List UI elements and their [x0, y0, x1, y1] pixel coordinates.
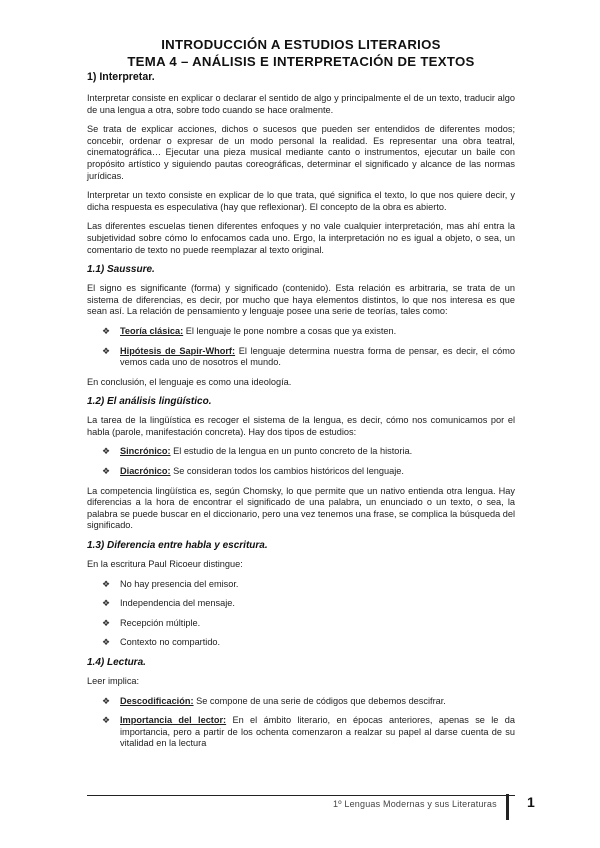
- list-text: Se compone de una serie de códigos que debemos descifrar.: [193, 695, 446, 706]
- page-number: 1: [527, 794, 535, 810]
- footer-divider: [87, 795, 515, 796]
- list-item: [87, 715, 515, 750]
- paragraph: La tarea de la lingüística es recoger el sistema de la lengua, es decir, cómo nos comunicamos por el habla (parole, manifestación concreta). Hay dos tipos de estudios:: [87, 415, 515, 437]
- section-heading-interpretar: 1) Interpretar.: [87, 71, 155, 83]
- list-text: Independencia del mensaje.: [120, 598, 235, 609]
- diamond-bullet-icon: ❖: [102, 637, 111, 648]
- bullet-list: [87, 579, 515, 649]
- diamond-bullet-icon: ❖: [102, 695, 111, 706]
- list-term: Descodificación:: [120, 695, 194, 706]
- paragraph: Interpretar un texto consiste en explicar de lo que trata, qué significa el texto, lo que nos quiere decir, y dicha respuesta es especulativa (hay que reflexionar). El concepto de la obra es abierto.: [87, 190, 515, 212]
- list-item: [87, 637, 515, 649]
- bullet-list: [87, 696, 515, 750]
- diamond-bullet-icon: ❖: [102, 466, 111, 477]
- paragraph: Las diferentes escuelas tienen diferentes enfoques y no vale cualquier interpretación, mas ahí entra la subjetividad sobre cómo lo enfocamos cada uno. Ergo, la interpretación no es igual a objeto, o sea, un comentario de texto no puede reemplazar al texto original.: [87, 221, 515, 255]
- footer-separator: [506, 794, 509, 820]
- list-item: [87, 346, 515, 369]
- diamond-bullet-icon: ❖: [102, 715, 111, 726]
- list-text: El estudio de la lengua en un punto concreto de la historia.: [170, 446, 413, 457]
- diamond-bullet-icon: ❖: [102, 617, 111, 628]
- list-term: Hipótesis de Sapir-Whorf:: [120, 345, 236, 356]
- paragraph: La competencia lingüística es, según Chomsky, lo que permite que un nativo entienda otra lengua. Hay diferencias a la hora de encontrar el significado de una palabra, un enunciado o un texto, o sea, la palabra se puede buscar en el diccionario, pero una vez tenemos una frase, se complica la búsqueda del significado.: [87, 485, 515, 531]
- list-text: En el ámbito literario, en épocas anteriores, apenas se le da importancia, pero a partir de los ochenta comenzaron a realzar su papel al darse cuenta de su vitalidad en la lectura: [120, 715, 515, 749]
- list-term: Importancia del lector:: [120, 715, 227, 726]
- section-heading-saussure: 1.1) Saussure.: [87, 264, 155, 276]
- list-item: [87, 696, 515, 708]
- paragraph: Interpretar consiste en explicar o declarar el sentido de algo y principalmente el de un texto, traducir algo de una lengua a otra, sobre todo cuando se hace oralmente.: [87, 93, 515, 115]
- paragraph: En la escritura Paul Ricoeur distingue:: [87, 559, 243, 570]
- paragraph: El signo es significante (forma) y significado (contenido). Esta relación es arbitraria, se trata de un sistema de diferencias, es decir, por mucho que haya elementos distintos, lo que nos interesa es que sean así. La relación de pensamiento y lenguaje posee una serie de teorías, tales como:: [87, 283, 515, 317]
- list-text: El lenguaje le pone nombre a cosas que ya existen.: [183, 325, 397, 336]
- list-item: [87, 326, 515, 338]
- bullet-list: [87, 446, 515, 477]
- list-item: [87, 446, 515, 458]
- paragraph: Se trata de explicar acciones, dichos o sucesos que pueden ser entendidos de diferentes modos; concebir, ordenar o expresar de un modo personal la realidad. Es representar una obra teatral, cinematográfica… Ejecutar una pieza musical mediante canto o instrumentos, ejecutar un baile con propósito artístico y siguiendo pautas coreográficas, determinar el significado y alcance de las normas jurídicas.: [87, 124, 515, 181]
- list-text: Recepción múltiple.: [120, 617, 201, 628]
- list-term: Teoría clásica:: [120, 325, 184, 336]
- diamond-bullet-icon: ❖: [102, 325, 111, 336]
- list-item: [87, 618, 515, 630]
- section-heading-lectura: 1.4) Lectura.: [87, 657, 146, 668]
- section-heading-analisis: 1.2) El análisis lingüístico.: [87, 396, 212, 408]
- list-text: Se consideran todos los cambios históricos del lenguaje.: [170, 466, 404, 477]
- list-item: [87, 598, 515, 610]
- list-term: Sincrónico:: [120, 446, 171, 457]
- diamond-bullet-icon: ❖: [102, 446, 111, 457]
- diamond-bullet-icon: ❖: [102, 598, 111, 609]
- bullet-list: [87, 326, 515, 369]
- list-text: El lenguaje determina nuestra forma de pensar, es decir, el cómo vemos cada uno de nosotros el mundo.: [120, 345, 516, 368]
- list-term: Diacrónico:: [120, 466, 171, 477]
- diamond-bullet-icon: ❖: [102, 345, 111, 356]
- list-text: No hay presencia del emisor.: [120, 578, 239, 589]
- footer-course-label: 1º Lenguas Modernas y sus Literaturas: [333, 799, 497, 809]
- list-item: [87, 579, 515, 591]
- paragraph: En conclusión, el lenguaje es como una ideología.: [87, 376, 292, 387]
- document-title: INTRODUCCIÓN A ESTUDIOS LITERARIOS: [161, 37, 441, 52]
- document-subtitle: TEMA 4 – ANÁLISIS E INTERPRETACIÓN DE TEXTOS: [127, 54, 475, 69]
- diamond-bullet-icon: ❖: [102, 578, 111, 589]
- section-heading-habla-escritura: 1.3) Diferencia entre habla y escritura.: [87, 540, 268, 552]
- list-item: [87, 466, 515, 478]
- page-content: [87, 36, 515, 758]
- paragraph: Leer implica:: [87, 676, 140, 686]
- list-text: Contexto no compartido.: [120, 637, 221, 648]
